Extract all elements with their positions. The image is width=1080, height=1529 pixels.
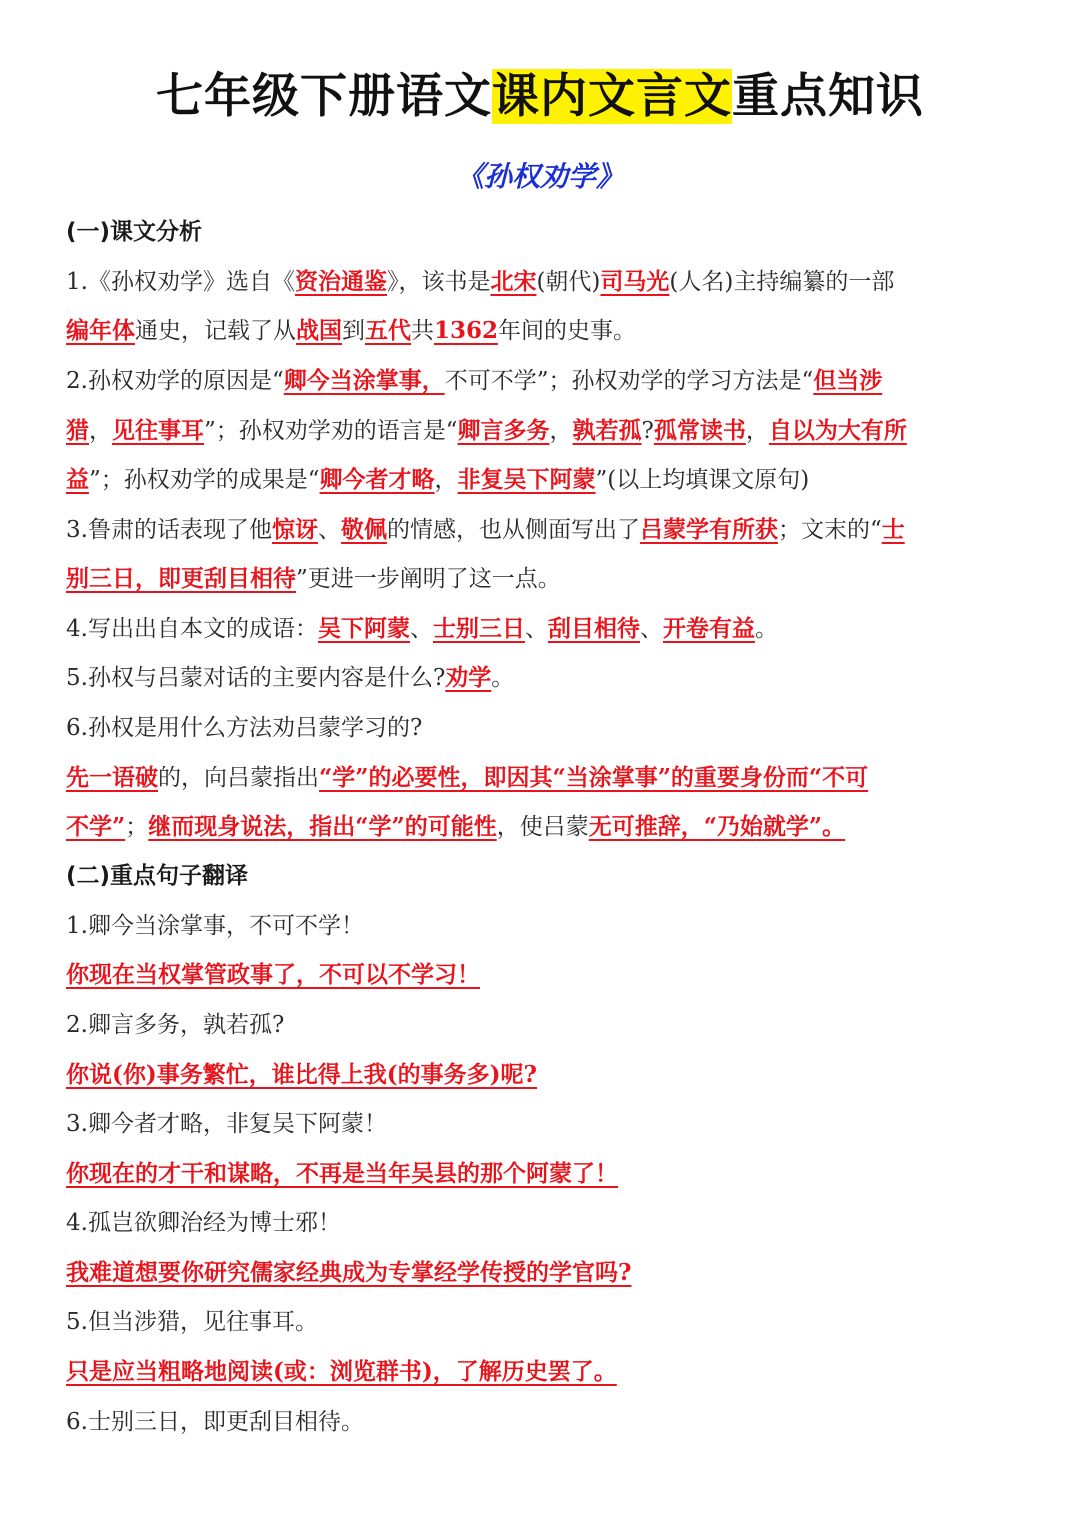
translation-answer-5: [66, 1352, 1026, 1392]
q4-text: 、: [524, 616, 548, 642]
translation-question-4: 4.孤岂欲卿治经为博士邪！: [66, 1210, 341, 1236]
q2-text: ”(以上均填课文原句): [595, 467, 810, 493]
translation-answer-text: 我难道想要你研究儒家经典成为专掌经学传授的学官吗?: [66, 1259, 632, 1286]
q1-answer: 战国: [296, 317, 342, 344]
translation-answer-text: 只是应当粗略地阅读(或：浏览群书)，了解历史罢了。: [66, 1358, 617, 1385]
q3-text: ；文末的“: [777, 517, 882, 543]
translation-question-6: 6.士别三日，即更刮目相待。: [66, 1409, 364, 1435]
q3-answer: 别三日，即更刮目相待: [66, 565, 296, 592]
translation-question-2: 2.卿言多务，孰若孤?: [66, 1012, 285, 1038]
q4-answer: 士别三日: [432, 615, 525, 642]
section-heading-translation: (二)重点句子翻译: [66, 863, 249, 889]
q6-text: 的，向吕蒙指出: [158, 765, 319, 791]
q4-text: 、: [409, 616, 433, 642]
q2-text: ”；孙权劝学的成果是“: [89, 467, 320, 493]
q2-text: ?: [641, 418, 654, 444]
q3-text: 的情感，也从侧面写出了: [386, 517, 640, 543]
q6-question: 6.孙权是用什么方法劝吕蒙学习的?: [66, 715, 423, 741]
q2-text: ”；孙权劝学的学习方法是“: [536, 368, 814, 394]
q4-answer: 开卷有益: [662, 615, 755, 642]
q3-line-1: [66, 510, 1026, 550]
q1-answer: 1362: [434, 317, 499, 344]
q2-line-2: [66, 411, 1026, 451]
q2-answer: 卿今当涂掌事，: [283, 367, 445, 394]
page-title: [0, 66, 1080, 128]
translation-answer-1: [66, 955, 1026, 995]
translation-answer-4: [66, 1253, 1026, 1293]
translation-answer-text: 你说(你)事务繁忙，谁比得上我(的事务多)呢?: [66, 1061, 538, 1088]
q2-answer: 但当涉: [813, 367, 883, 394]
q6-text: ，使吕蒙: [496, 814, 589, 840]
title-post: 重点知识: [732, 69, 924, 124]
q1-answer: 五代: [365, 317, 411, 344]
q2-answer: 卿言多务: [457, 417, 550, 444]
q1-answer: 司马光: [600, 268, 670, 295]
lesson-subtitle: 《孙权劝学》: [455, 160, 624, 193]
q3-line-2: [66, 559, 1026, 599]
q2-text: 不可不学: [444, 368, 537, 394]
q2-text: ”；孙权劝学劝的语言是“: [204, 418, 458, 444]
q1-line-1: [66, 262, 1026, 302]
q3-answer: 士: [881, 516, 905, 543]
q2-answer: 孤常读书: [653, 417, 746, 444]
q4-answer: 刮目相待: [547, 615, 640, 642]
q4-text: 。: [754, 616, 778, 642]
q3-text: 、: [317, 517, 341, 543]
q2-answer: 孰若孤: [572, 417, 642, 444]
q5-answer: 劝学: [445, 664, 492, 691]
q4-text: 、: [639, 616, 663, 642]
q3-answer: 吕蒙学有所获: [639, 516, 778, 543]
q6-answer: 不学”: [66, 813, 126, 840]
q3-answer: 惊讶: [271, 516, 318, 543]
q1-text: 到: [342, 318, 365, 344]
q6-answer: “学”的必要性，即因其“当涂掌事”的重要身份而“不可: [319, 764, 869, 791]
q3-text: 3.鲁肃的话表现了他: [66, 517, 272, 543]
q3-answer: 敬佩: [340, 516, 387, 543]
q6-text: ；: [125, 814, 149, 840]
q5-text: 。: [491, 665, 515, 691]
q6-answer: 先一语破: [66, 764, 158, 791]
section-heading-analysis: (一)课文分析: [66, 219, 203, 245]
q1-text: 通史，记载了从: [135, 318, 296, 344]
q5-text: 5.孙权与吕蒙对话的主要内容是什么?: [66, 665, 446, 691]
q1-text: (朝代): [536, 269, 601, 295]
q4-line: [66, 609, 1026, 649]
translation-question-3: 3.卿今者才略，非复吴下阿蒙！: [66, 1111, 387, 1137]
q2-answer: 非复吴下阿蒙: [457, 466, 596, 493]
translation-answer-text: 你现在当权掌管政事了，不可以不学习！: [66, 961, 480, 988]
q3-text: ”更进一步阐明了这一点。: [296, 566, 561, 592]
q2-text: 2.孙权劝学的原因是“: [66, 368, 284, 394]
q1-answer: 北宋: [490, 268, 537, 295]
q1-text: 1.《孙权劝学》选自《: [66, 269, 295, 295]
q2-answer: 益: [66, 466, 89, 493]
translation-question-1: 1.卿今当涂掌事，不可不学！: [66, 913, 364, 939]
translation-answer-2: [66, 1055, 1026, 1095]
q1-text: 共: [411, 318, 434, 344]
q2-line-1: [66, 361, 1026, 401]
q1-text: 》，该书是: [386, 269, 491, 295]
q2-answer: 见往事耳: [112, 417, 204, 444]
title-highlight: 课内文言文: [492, 69, 732, 124]
q4-answer: 吴下阿蒙: [317, 615, 410, 642]
q2-line-3: [66, 460, 1026, 500]
q2-text: ，: [549, 418, 573, 444]
translation-answer-text: 你现在的才干和谋略，不再是当年吴县的那个阿蒙了！: [66, 1160, 618, 1187]
q2-answer: 猎: [66, 417, 89, 444]
q6-answer-line-2: [66, 807, 1026, 847]
translation-answer-3: [66, 1154, 1026, 1194]
q2-text: ，: [89, 418, 112, 444]
q1-text: 年间的史事。: [498, 318, 637, 344]
q6-answer: 继而现身说法，指出“学”的可能性: [148, 813, 497, 840]
translation-question-5: 5.但当涉猎，见往事耳。: [66, 1309, 318, 1335]
q2-answer: 自以为大有所: [768, 417, 907, 444]
q6-answer: 无可推辞，“乃始就学”。: [588, 813, 846, 840]
q4-text: 4.写出出自本文的成语：: [66, 616, 318, 642]
title-pre: 七年级下册语文: [156, 69, 492, 124]
q5-line: [66, 658, 1026, 698]
q1-text: (人名)主持编纂的一部: [669, 269, 895, 295]
q6-answer-line-1: [66, 758, 1026, 798]
q2-answer: 卿今者才略: [319, 466, 435, 493]
q1-line-2: [66, 311, 1026, 351]
q2-text: ，: [745, 418, 769, 444]
q2-text: ，: [434, 467, 458, 493]
q1-answer: 资治通鉴: [294, 268, 387, 295]
q1-answer: 编年体: [66, 317, 135, 344]
